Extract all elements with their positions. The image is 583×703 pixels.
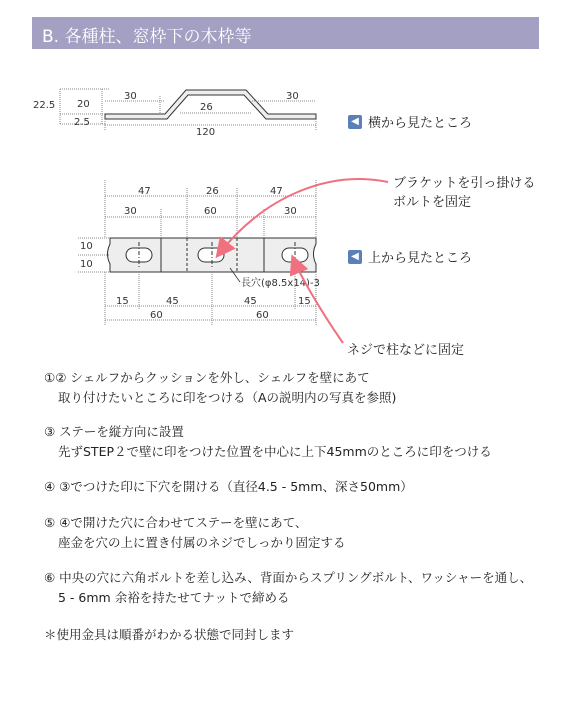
step-1-line2: 取り付けたいところに印をつける（Aの説明内の写真を参照)	[58, 390, 397, 405]
dim-side-left: 30	[124, 91, 137, 102]
step-5	[44, 513, 346, 553]
step-5-line2: 座金を穴の上に置き付属のネジでしっかり固定する	[58, 535, 346, 550]
step-3	[44, 422, 492, 462]
side-view-label-text: 横から見たところ	[368, 116, 473, 131]
step-1-line1: ①② シェルフからクッションを外し、シェルフを壁にあて	[44, 370, 370, 385]
dim-bot-15b: 15	[298, 296, 311, 307]
dim-top-47b: 47	[270, 186, 283, 197]
dim-left-10a: 10	[80, 241, 93, 252]
dim-bot-60a: 60	[150, 310, 163, 321]
dim-top-30b: 30	[284, 206, 297, 217]
dim-side-right: 30	[286, 91, 299, 102]
dim-side-mid: 26	[200, 102, 213, 113]
top-view-label	[348, 247, 472, 266]
step-1	[44, 368, 396, 408]
bracket-callout-line1: ブラケットを引っ掛ける	[393, 176, 536, 191]
dim-top-60: 60	[204, 206, 217, 217]
dim-side-total-h: 22.5	[33, 100, 56, 111]
top-view	[78, 180, 316, 325]
step-4-line1: ④ ③でつけた印に下穴を開ける（直径4.5 - 5mm、深さ50mm）	[44, 479, 413, 494]
dim-top-47a: 47	[138, 186, 151, 197]
side-view-label	[348, 112, 472, 131]
side-view	[60, 89, 316, 130]
dim-left-10b: 10	[80, 259, 93, 270]
dim-bot-60b: 60	[256, 310, 269, 321]
dim-bot-45b: 45	[244, 296, 257, 307]
top-view-label-text: 上から見たところ	[368, 251, 473, 266]
dim-top-26: 26	[206, 186, 219, 197]
dim-side-t: 2.5	[74, 117, 90, 128]
screw-callout: ネジで柱などに固定	[347, 343, 465, 358]
step-3-line2: 先ずSTEP２で壁に印をつけた位置を中心に上下45mmのところに印をつける	[58, 444, 492, 459]
dim-side-h: 20	[77, 99, 90, 110]
note: ＊使用金具は順番がわかる状態で同封します	[44, 627, 295, 642]
dim-top-30a: 30	[124, 206, 137, 217]
step-3-line1: ③ ステーを縦方向に設置	[44, 424, 184, 439]
arrow-left-icon: ◀	[348, 115, 362, 129]
step-6-line2: 5 - 6mm 余裕を持たせてナットで締める	[58, 590, 290, 605]
step-5-line1: ⑤ ④で開けた穴に合わせてステーを壁にあて、	[44, 515, 308, 530]
step-6	[44, 568, 532, 608]
step-4	[44, 477, 413, 497]
arrow-left-icon: ◀	[348, 250, 362, 264]
dim-side-total-w: 120	[196, 127, 216, 138]
section-title: B. 各種柱、窓枠下の木枠等	[42, 27, 252, 47]
hole-label: 長穴(φ8.5x14)-3	[241, 278, 320, 289]
dim-bot-45a: 45	[166, 296, 179, 307]
bracket-callout-line2: ボルトを固定	[393, 195, 472, 210]
step-6-line1: ⑥ 中央の穴に六角ボルトを差し込み、背面からスプリングボルト、ワッシャーを通し、	[44, 570, 533, 585]
dim-bot-15a: 15	[116, 296, 129, 307]
